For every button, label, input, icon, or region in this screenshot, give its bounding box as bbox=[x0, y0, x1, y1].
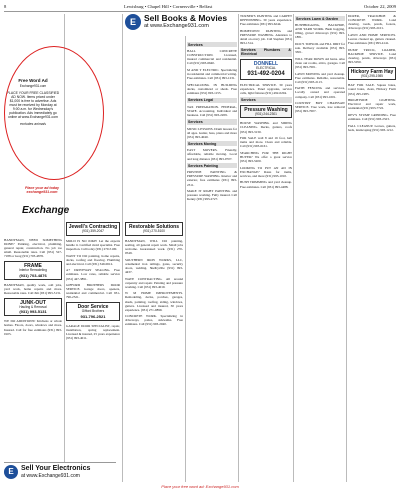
classified-ad: ELECTRICAL SERVICE. 30 years experience. Panel upgrades, service calls, light fixtures (931) 492-0204. bbox=[240, 82, 292, 95]
jewell-contracting-ad: Jewell's Contracting (931) 359-2047 bbox=[66, 222, 120, 236]
place-online-text[interactable]: Place your ad today exchange931.com bbox=[25, 186, 59, 194]
column-divider bbox=[346, 14, 347, 482]
page-number: 8 bbox=[4, 4, 7, 9]
section-header: Services Plumbers & Electrical bbox=[241, 48, 291, 57]
classified-ad: LOOKING TO PUT AN AD IN EXCHANGE? Rates for items, services, and more (931) 993-1010. bbox=[240, 165, 292, 178]
section-header: Services Painting bbox=[187, 163, 237, 168]
frame-ad: FRAME Interior Remodeling (931) 703-4876 bbox=[4, 261, 62, 280]
free-ad-note: excludes animals bbox=[19, 121, 46, 126]
column-2 bbox=[66, 222, 120, 484]
column-divider bbox=[64, 14, 65, 482]
classified-ad: COUNTRY BOY CHAINSAW SERVICE. Tree work, tree removal (931) 993-7007. bbox=[295, 101, 345, 114]
classified-ad: BUSH TRIMMING and yard cleanup. Free estimates. Call (931) 993-4488. bbox=[240, 180, 292, 189]
classified-ad: FOR SALE wall 8 and 16 foot, hall items and more. Clean and reliable. Call (931) 993-6161. bbox=[240, 136, 292, 149]
restorable-solutions-ad: Restorable Solutions (931) 270-5100 bbox=[125, 222, 183, 236]
classified-ad: TURNER'S PAINTING and CARPET REFINISHING. 30 years experience. Free estimates (931) 993-6244. bbox=[240, 14, 292, 27]
classified-ad: WAVE CONTRACTING. All around carpentry and repair. Painting and pressure washing. Call (931) 993-4019. bbox=[125, 276, 183, 289]
classified-ad: W M HOME IMPROVEMENTS. Remodeling, decks, porches, garages, sheds, painting, roofing, siding, windows, gutters. Licensed and insured, 30 years experience. (931) 271-0899. bbox=[125, 291, 183, 312]
free-ad-subtitle: Exchange931.com bbox=[19, 84, 47, 88]
classified-ad: HANDYMAN, quality work, odd jobs, yard work, home repairs and more. Reasonable rates. Call Jim (931) 993-5131. bbox=[4, 282, 62, 295]
issue-date: October 22, 2009 bbox=[363, 4, 396, 9]
section-header: Services bbox=[187, 42, 237, 47]
classified-ad: LAWN MOWING and yard cleanup. Free estimates. Reliable, reasonable. Call (931) 993-2113. bbox=[295, 71, 345, 84]
free-ad-title: Free Word Ad bbox=[18, 78, 48, 83]
classified-ad: DUMP TRUCK, LOADER, BACKHOE SERVICE. Land clearing, ponds, driveways (931) 993-5050. bbox=[348, 47, 396, 64]
classified-ad: PRISTINE PAINTING & PRESSURE WASHING. Interior and exterior, free estimates (931) 993-2311. bbox=[187, 170, 237, 187]
column-divider bbox=[122, 14, 123, 482]
classified-ad: A+ DRIVEWAY SEALING. Free estimates. Low rates, reliable service (931) 447-3891. bbox=[66, 268, 120, 281]
classified-ad: GARAGE DOOR SPECIALIST, repair, installation, spring replacement. Licensed & insured, 25 years experience (931) 993-4011. bbox=[66, 323, 120, 341]
classified-ad: WANT TO DO painting, home repairs, decks, roofing and flooring. Plumbing and electrical. Call (931) 349-0612. bbox=[66, 253, 120, 266]
classified-ad: FAITH FENCING and services. Locally owned and operated company. Call (931) 993-1001. bbox=[295, 86, 345, 99]
classified-ad: BUSHHOGGING, BACKHOE, AND YARD WORK. Bush hogging, tilling, gravel driveways (931) 993-1881. bbox=[295, 23, 345, 40]
classified-ad: BRIGHTSIDE LIGHTING. Electrical and repair work, residential (931) 993-7722. bbox=[348, 98, 396, 111]
column-divider bbox=[293, 14, 294, 482]
free-word-ad[interactable] bbox=[4, 16, 62, 196]
column-6 bbox=[295, 14, 345, 484]
classified-ad: HANDYMAN, NEED SOMETHING DONE? Painting, electrical, plumbing, general repair, construction. No job too small. Reasonable rates. Call (931) 527-7188 or Greg (931) 703-4876. bbox=[4, 238, 62, 259]
classified-ad: DOZER, TRACKHOE & CONCRETE WORK. Land clearing, roads, ponds, footers, driveways (931) 993-2101. bbox=[348, 14, 396, 31]
section-header: Services Moving bbox=[187, 141, 237, 146]
classified-ad: CONCRETE WORK. Specializing in driveways, patios, sidewalks. Free estimates. Call (931) 993-2040. bbox=[125, 314, 183, 327]
classified-ad: FALL CLEANUP. Leaves, gutters, beds, landscaping (931) 993-1212. bbox=[348, 123, 396, 132]
column-divider bbox=[185, 14, 186, 482]
classified-ad: TAX PREPARATION. FEDERAL, STATE. Accounting. Individual and business. Call (931) 993-2209. bbox=[187, 104, 237, 117]
classified-ad: DOC'S TOPSOIL and FILL DIRT for sale. Delivery available (931) 993-3301. bbox=[295, 41, 345, 55]
hay-for-sale-ad: Hickory Farm Hay (931) 295-1985 bbox=[348, 67, 396, 81]
classified-ad: SOUTHERN IRON WORKS, LLC, ornamental iron railings, gates, security doors, welding. Shelbyville (931) 993-4437. bbox=[125, 257, 183, 274]
section-header: Services bbox=[240, 97, 292, 102]
classified-ad: SEARCHING FOR THE RIGHT BUYER? We offer a great service (931) 993-5200. bbox=[240, 150, 292, 164]
classified-ad: WILL TEAR DOWN old barns. Also clean out rooms, attics, garages. Call (931) 993-7001. bbox=[295, 56, 345, 69]
section-header: Services Legal bbox=[187, 98, 237, 103]
classified-ad: GIFFORD BROTHERS DOOR SERVICE. Garage doors, openers, residential and commercial. Call 931-796-2521. bbox=[66, 283, 120, 300]
exchange-circle-logo-icon: E bbox=[4, 465, 18, 479]
classified-ad: MOLD IS NO JOKE! Let the experts handle it. Certified mold specialist. Free inspection. Call today (931) 270-5100. bbox=[66, 238, 120, 251]
gifford-door-ad: Door Service Gifford Brothers 931-796-2521 bbox=[66, 302, 120, 321]
exchange-circle-logo-icon: E bbox=[125, 14, 141, 30]
classified-ad: MAKE IT RIGHT PAINTING and pressure washing. Fully insured. Call Kenny (931) 993-2727. bbox=[187, 189, 237, 202]
publication-name: Lewisburg • Chapel Hill • Cornersville • Belfast bbox=[124, 4, 213, 9]
page-header bbox=[4, 2, 396, 12]
classified-ad: EAST MOVERS. Friendly, affordable, reliable moving. Local and long distance (931) 993-0707. bbox=[187, 148, 237, 161]
footer-place-ad-link[interactable]: Place your free word ad: Exchange931.com bbox=[161, 484, 239, 489]
column-4 bbox=[187, 40, 237, 484]
section-header: Services bbox=[187, 119, 237, 124]
pressure-washing-ad: Pressure Washing (931) 244-2301 bbox=[240, 105, 292, 119]
classified-ad: HALL CONCRETE CONSTRUCTION. Licensed, insured commercial and residential. Call (931) 993-6640. bbox=[187, 49, 237, 66]
donnell-electrical-ad: DONNELL ELECTRICAL 931-492-0204 bbox=[240, 59, 292, 80]
column-1 bbox=[4, 238, 62, 484]
classified-ad: HOUSE WASHING and SIDING CLEANING. Decks, gutters, roofs (931) 993-3130. bbox=[240, 121, 292, 134]
column-3 bbox=[125, 222, 183, 484]
free-ad-body: PLACE YOUR FREE CLASSIFIED AD NOW. Items priced under $1,000 is free to advertise. Ads must be received by Monday at 9:00 a.m. for Wednesday's publication. Ads immediately go online at www.Exchange931.com bbox=[6, 90, 60, 119]
classified-ad: WE DO ADDITIONS! Kitchens or whole homes. Floors, doors, windows and more. Insured. Call for free estimates (931) 993-0105. bbox=[4, 319, 62, 336]
column-divider bbox=[238, 14, 239, 482]
exchange-logo: Exchange bbox=[22, 205, 70, 216]
column-5 bbox=[240, 14, 292, 484]
classified-ad: HOMETOWN PAINTING and PRESSURE WASHING. Attention to detail on every job. Call Stephen (931) 993-1314. bbox=[240, 28, 292, 46]
classified-ad: HANDYMAN, WILL DO painting, sealing, all general repair work. Small jobs welcome. Guaranteed work. (931) 270-0549. bbox=[125, 238, 183, 256]
classified-ad: HAY FOR SALE. Square bales, round bales, clean, Hickory Farm (931) 295-1985. bbox=[348, 83, 396, 96]
classified-ad: SPECIALIZING IN BUILDING decks, customized or sheds. Free estimates (931) 993-1155. bbox=[187, 82, 237, 95]
sell-books-banner[interactable]: E Sell Books & Movies at www.Exchange931.com bbox=[125, 14, 237, 36]
column-7 bbox=[348, 14, 396, 484]
classified-ad: MUSIC LESSONS. Drum lessons for all ages. Guitar, bass, piano and more (931) 993-4040. bbox=[187, 126, 237, 139]
classified-ad: LAWN AND HOME SERVICES. Leaves cleaned up, gutters cleaned. Free estimates (931) 993-4141. bbox=[348, 32, 396, 46]
sell-electronics-banner[interactable]: E Sell Your Electronics at www.Exchange931.com bbox=[4, 462, 116, 482]
section-header: Services Lawn & Garden bbox=[295, 16, 345, 21]
classified-ad: M AND T ELECTRIC. Specializing in residential and commercial wiring. Free estimates. Call (931) 993-1231. bbox=[187, 67, 237, 81]
junkout-ad: JUNK-OUT Hauling & Removal (931) 993-5131 bbox=[4, 298, 62, 317]
classified-ad: REV'S STUMP GRINDING. Free estimates. Call (931) 993-2323. bbox=[348, 112, 396, 121]
